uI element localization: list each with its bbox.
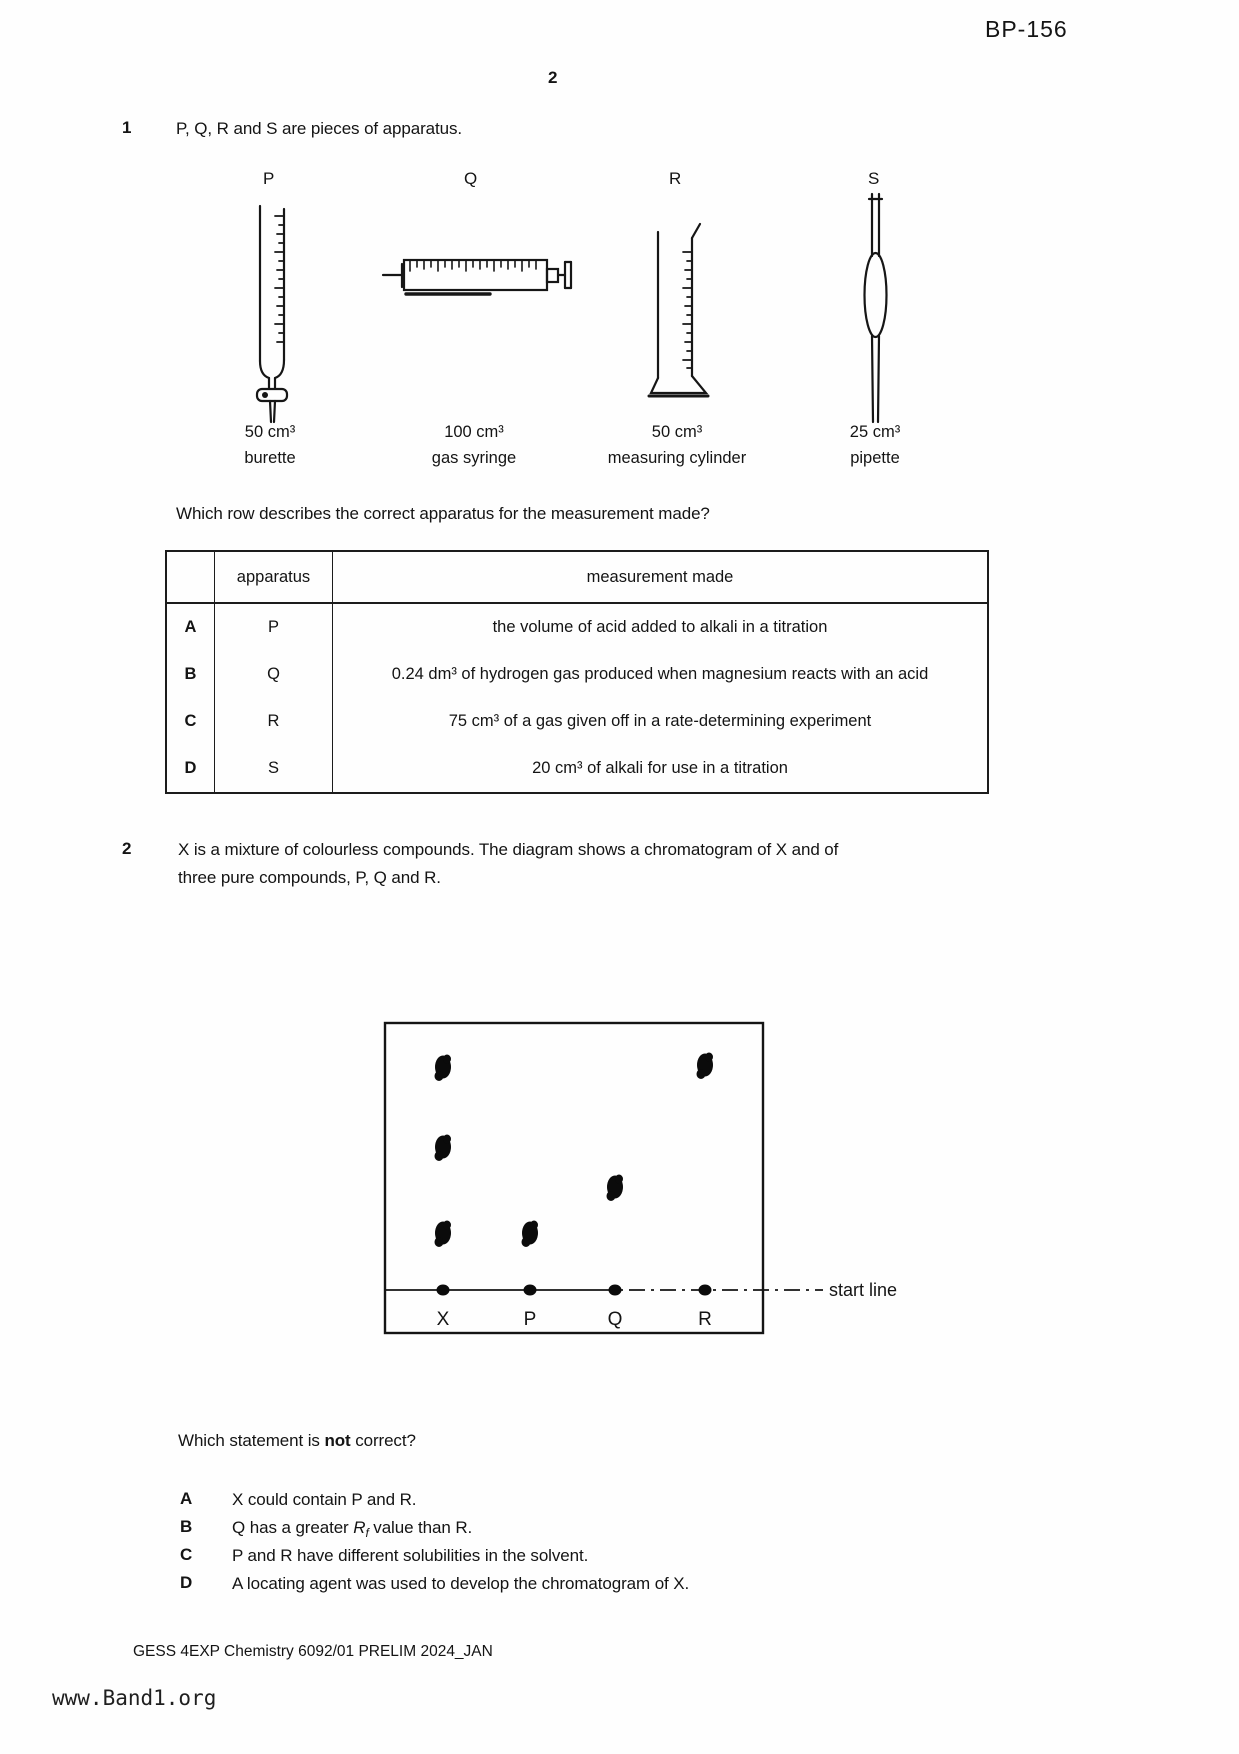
q2-option-d-text: A locating agent was used to develop the chromatogram of X. [232, 1574, 690, 1593]
q2-question-post: correct? [350, 1431, 416, 1450]
apparatus-letter-s: S [868, 169, 880, 188]
svg-text:R: R [698, 1309, 712, 1330]
table-row-d-option: D [184, 759, 197, 777]
q2-stem-line1: X is a mixture of colourless compounds. The diagram shows a chromatogram of X and of [178, 840, 839, 859]
svg-text:Q: Q [607, 1309, 623, 1330]
svg-text:start line: start line [829, 1280, 898, 1300]
apparatus-letter-p: P [263, 169, 275, 188]
table-row-a-option: A [184, 618, 197, 636]
caption-gas-syringe [393, 419, 555, 471]
q2-question-not: not [324, 1431, 351, 1450]
caption-gas-syringe-name: gas syringe [431, 449, 517, 467]
caption-measuring-cylinder-volume: 50 cm³ [651, 423, 703, 441]
q2-stem-line2: three pure compounds, P, Q and R. [178, 868, 441, 887]
apparatus-letter-q: Q [464, 169, 478, 188]
caption-pipette-name: pipette [850, 449, 900, 467]
q2-option-b-rf: R [353, 1518, 366, 1537]
q2-option-b-pre: Q has a greater [232, 1518, 354, 1537]
table-row-c-option: C [184, 712, 197, 730]
table-row-a-measurement: the volume of acid added to alkali in a titration [332, 604, 987, 651]
caption-burette-name: burette [244, 449, 296, 467]
table-row-b-measurement: 0.24 dm³ of hydrogen gas produced when magnesium reacts with an acid [332, 651, 987, 698]
q2-option-c-text: P and R have different solubilities in the solvent. [232, 1546, 589, 1565]
gas-syringe-diagram [380, 244, 575, 306]
caption-burette [205, 419, 335, 471]
q2-option-d-letter: D [180, 1573, 193, 1592]
caption-gas-syringe-volume: 100 cm³ [444, 423, 504, 441]
q2-question-pre: Which statement is [178, 1431, 325, 1450]
q2-option-c-letter: C [180, 1545, 193, 1564]
table-row-d-measurement: 20 cm³ of alkali for use in a titration [332, 745, 987, 792]
q2-number: 2 [122, 839, 132, 858]
table-row-c-apparatus: R [214, 698, 332, 745]
apparatus-letter-r: R [669, 169, 682, 188]
corner-code: BP-156 [985, 16, 1068, 42]
chromatogram-svg [373, 1013, 933, 1348]
apparatus-table [165, 550, 989, 794]
caption-pipette [810, 419, 940, 471]
q1-number: 1 [122, 118, 132, 137]
svg-text:P: P [523, 1309, 537, 1330]
q2-option-a-text: X could contain P and R. [232, 1490, 417, 1509]
caption-burette-volume: 50 cm³ [244, 423, 296, 441]
q2-option-b-letter: B [180, 1517, 193, 1536]
page-number: 2 [548, 68, 558, 87]
table-row-a-apparatus: P [214, 604, 332, 651]
q2-option-b-rf-sub: f [365, 1526, 369, 1540]
q2-question [178, 1430, 416, 1453]
q2-option-a-letter: A [180, 1489, 193, 1508]
q1-stem: P, Q, R and S are pieces of apparatus. [176, 119, 463, 138]
caption-pipette-volume: 25 cm³ [849, 423, 901, 441]
table-row-c-measurement: 75 cm³ of a gas given off in a rate-determining experiment [332, 698, 987, 745]
pipette-diagram [855, 190, 897, 430]
measuring-cylinder-diagram [643, 210, 715, 402]
q1-question: Which row describes the correct apparatus for the measurement made? [176, 504, 710, 523]
q2-option-b-post: value than R. [368, 1518, 473, 1537]
caption-measuring-cylinder-name: measuring cylinder [607, 449, 747, 467]
table-header-apparatus: apparatus [214, 552, 332, 604]
table-row-d-apparatus: S [214, 745, 332, 792]
svg-text:X: X [436, 1309, 450, 1330]
caption-measuring-cylinder [583, 419, 771, 471]
watermark-url: www.Band1.org [52, 1686, 217, 1710]
burette-diagram [243, 196, 303, 428]
q2-option-b-text [232, 1517, 472, 1541]
table-row-b-option: B [184, 665, 197, 683]
table-row-b-apparatus: Q [214, 651, 332, 698]
table-header-measurement: measurement made [332, 552, 987, 604]
table-header-blank [167, 552, 214, 604]
exam-footer: GESS 4EXP Chemistry 6092/01 PRELIM 2024_JAN [133, 1643, 493, 1660]
